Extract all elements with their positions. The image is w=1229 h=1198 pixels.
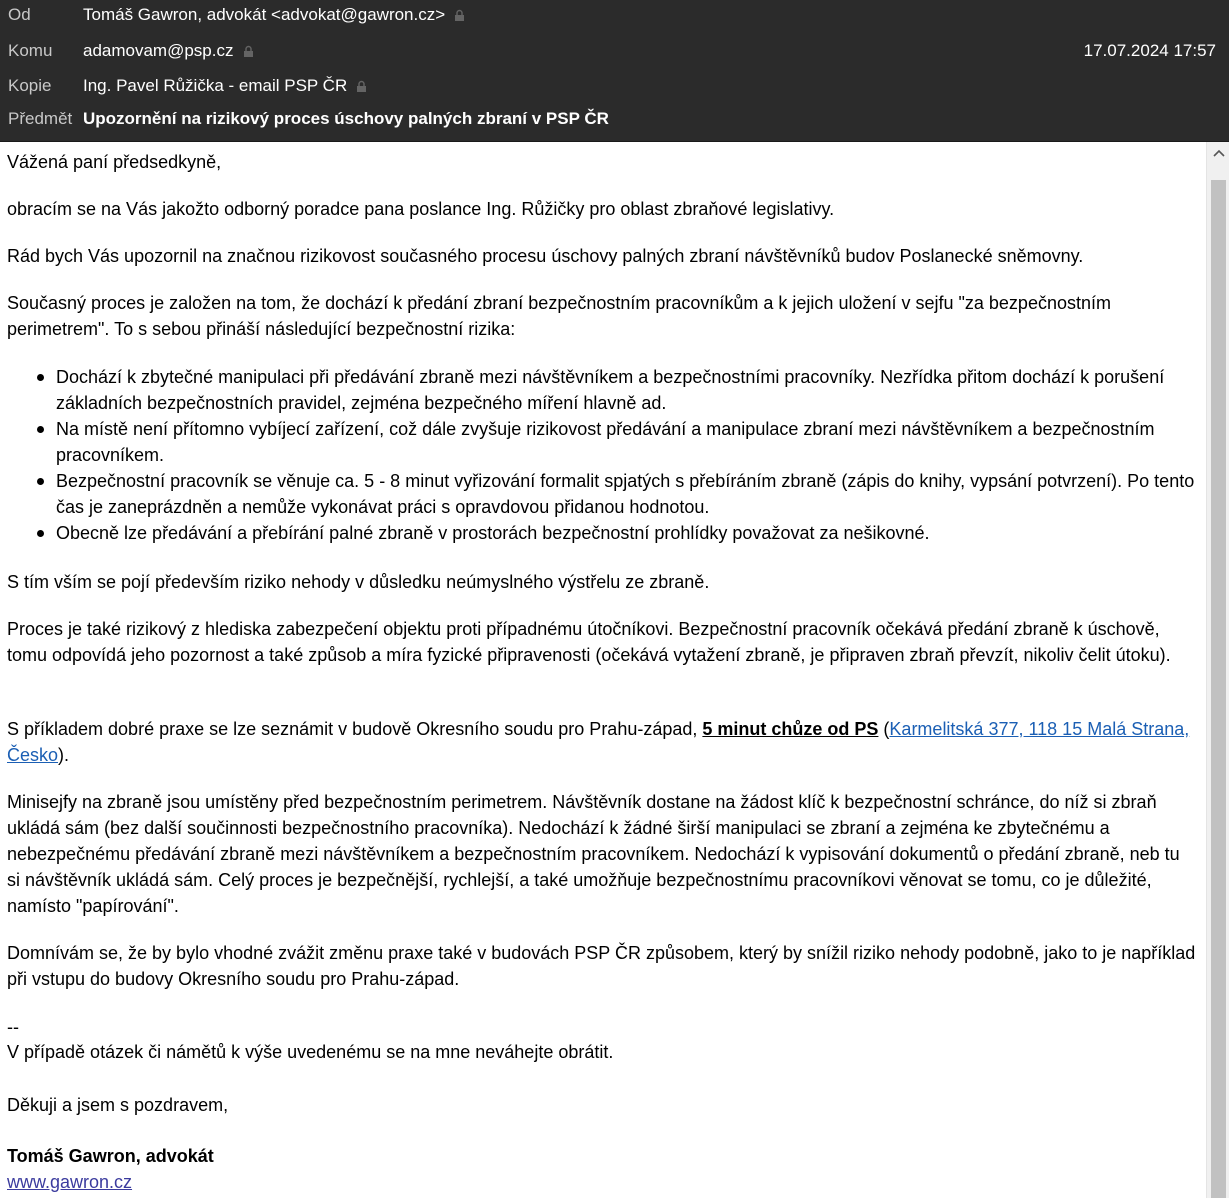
- paragraph-3: Současný proces je založen na tom, že dochází k předání zbraní bezpečnostním pracovníkům a k jejich uložení v sejfu "za bezpečnostním perimetrem". To s sebou přináší následující bezpečnostní rizika:: [7, 293, 1111, 339]
- paragraph-4: S tím vším se pojí především riziko nehody v důsledku neúmyslného výstřelu ze zbraně.: [7, 572, 710, 592]
- address-link[interactable]: Karmelitská 377, 118 15 Malá Strana, Česko: [7, 719, 1190, 765]
- from-value[interactable]: Tomáš Gawron, advokát <advokat@gawron.cz>: [83, 0, 466, 30]
- signature-link-line: [7, 1169, 1197, 1195]
- paragraph-2: Rád bych Vás upozornil na značnou rizikovost současného procesu úschovy palných zbraní návštěvníků budov Poslanecké sněmovny.: [7, 246, 1084, 266]
- cc-label: Kopie: [8, 76, 52, 95]
- subject-value: Upozornění na rizikový proces úschovy palných zbraní v PSP ČR: [83, 109, 609, 128]
- from-label: Od: [8, 5, 31, 24]
- scroll-up-button[interactable]: [1207, 142, 1229, 164]
- to-label: Komu: [8, 41, 53, 60]
- scrollbar-thumb[interactable]: [1211, 180, 1226, 1198]
- lock-icon: [242, 45, 255, 58]
- chevron-up-icon: [1213, 149, 1225, 157]
- list-item: Bezpečnostní pracovník se věnuje ca. 5 - 8 minut vyřizování formalit spjatých s přebíráním zbraně (zápis do knihy, vypsání potvrzení). Po tento čas je zaneprázdněn a nemůže vykonávat práci s opravdovou přidanou hodnotou.: [0, 468, 1197, 520]
- lock-icon: [453, 9, 466, 22]
- lock-icon: [355, 80, 368, 93]
- cc-value[interactable]: Ing. Pavel Růžička - email PSP ČR: [83, 71, 368, 101]
- message-header: [0, 0, 1229, 142]
- message-body: [0, 142, 1205, 1198]
- list-item: Obecně lze předávání a přebírání palné zbraně v prostorách bezpečnostní prohlídky považovat za nešikovné.: [0, 520, 1197, 546]
- signature-separator: --: [7, 1017, 19, 1037]
- paragraph-9: V případě otázek či námětů k výše uvedenému se na mne neváhejte obrátit.: [7, 1042, 614, 1062]
- subject-label: Předmět: [8, 109, 73, 128]
- vertical-scrollbar[interactable]: [1206, 142, 1229, 1198]
- paragraph-8: Domnívám se, že by bylo vhodné zvážit změnu praxe také v budovách PSP ČR způsobem, který by snížil riziko nehody podobně, jako to je například při vstupu do budovy Okresního soudu pro Prahu-západ.: [7, 943, 1196, 989]
- greeting: Vážená paní předsedkyně,: [7, 152, 222, 172]
- to-value[interactable]: adamovam@psp.cz: [83, 36, 255, 66]
- website-link[interactable]: www.gawron.cz: [7, 1172, 133, 1192]
- paragraph-6: S příkladem dobré praxe se lze seznámit v budově Okresního soudu pro Prahu-západ, 5 minut chůze od PS (Karmelitská 377, 118 15 Malá Strana, Česko).: [7, 719, 1190, 765]
- signature-name: Tomáš Gawron, advokát: [7, 1146, 214, 1166]
- paragraph-10: Děkuji a jsem s pozdravem,: [7, 1095, 229, 1115]
- list-item: Na místě není přítomno vybíjecí zařízení, což dále zvyšuje rizikovost předávání a manipulace zbraní mezi návštěvníkem a bezpečnostním pracovníkem.: [0, 416, 1197, 468]
- paragraph-7: Minisejfy na zbraně jsou umístěny před bezpečnostním perimetrem. Návštěvník dostane na žádost klíč k bezpečnostní schránce, do níž si zbraň ukládá sám (bez další součinnosti bezpečnostního pracovníka). Nedochází k žádné širší manipulaci se zbraní a zejména ke zbytečnému a nebezpečnému předávání zbraně mezi návštěvníkem a bezpečnostním pracovníkem. Nedochází k vypisování dokumentů o předání zbraně, neb tu si návštěvník ukládá sám. Celý proces je bezpečnější, rychlejší, a také umožňuje bezpečnostnímu pracovníkovi věnovat se tomu, co je důležité, namísto "papírování".: [7, 792, 1180, 916]
- message-date: 17.07.2024 17:57: [1083, 41, 1216, 60]
- paragraph-5: Proces je také rizikový z hlediska zabezpečení objektu proti případnému útočníkovi. Bezpečnostní pracovník očekává předání zbraně k úschově, tomu odpovídá jeho pozornost a také způsob a míra fyzické připravenosti (očekává vytažení zbraně, je připraven zbraň převzít, nikoliv čelit útoku).: [7, 619, 1171, 665]
- paragraph-1: obracím se na Vás jakožto odborný poradce pana poslance Ing. Růžičky pro oblast zbraňové legislativy.: [7, 199, 835, 219]
- distance-highlight: 5 minut chůze od PS: [702, 719, 879, 739]
- list-item: Dochází k zbytečné manipulaci při předávání zbraně mezi návštěvníkem a bezpečnostními pracovníky. Nezřídka přitom dochází k porušení základních bezpečnostních pravidel, zejména bezpečného míření hlavně ad.: [0, 364, 1197, 416]
- risk-list: [0, 364, 1197, 546]
